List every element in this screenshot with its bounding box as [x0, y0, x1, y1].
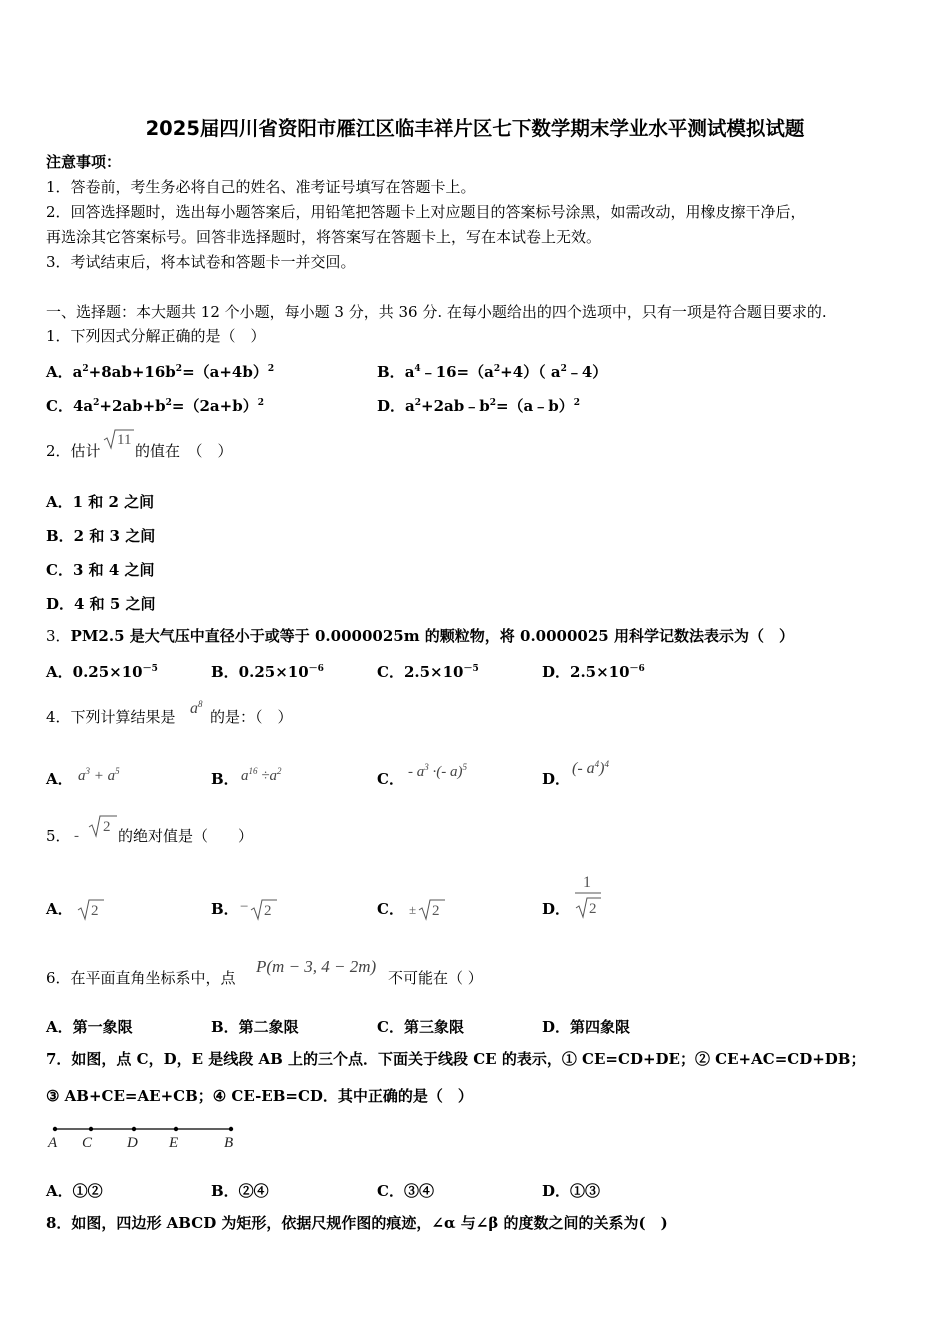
svg-text:2: 2	[432, 903, 440, 919]
q4-option-a-expr: $a^3 + a^5$	[78, 766, 120, 784]
svg-text:2: 2	[103, 819, 111, 835]
q4-option-b-label: B．	[211, 770, 239, 788]
notice-heading: 注意事项：	[46, 153, 122, 171]
q1-option-c	[46, 395, 264, 416]
segment-point-a	[53, 1127, 57, 1131]
q5-sqrt-2	[88, 814, 118, 838]
q4-option-c-expr: - $a^3$ ·(- a)$^5$	[408, 762, 467, 780]
q6-option-d: D．第四象限	[542, 1018, 631, 1036]
q4-option-d-label: D．	[542, 770, 571, 788]
q3-option-c-exp: －5	[463, 664, 479, 674]
q7-option-b: B．②④	[211, 1182, 269, 1200]
question-3-stem: PM2.5 是大气压中直径小于或等于 0.0000025m 的颗粒物，将 0.0000025 用科学记数法表示为（ ）	[70, 627, 794, 645]
question-6-stem-b: 不可能在（ ）	[388, 969, 483, 987]
q1-option-d	[377, 395, 580, 416]
notice-item: 1．答卷前，考生务必将自己的姓名、准考证号填写在答题卡上。	[46, 178, 476, 196]
q5-option-b-minus: −	[240, 899, 249, 915]
option-label: A．	[46, 363, 73, 381]
question-7-line-2: ③ AB+CE=AE+CB；④ CE-EB=CD．其中正确的是（ ）	[46, 1087, 473, 1105]
q5-option-a-label: A．	[46, 900, 73, 918]
notice-item: 2．回答选择题时，选出每小题答案后，用铅笔把答题卡上对应题目的答案标号涂黑，如需改动，用橡皮擦干净后，	[46, 203, 806, 221]
q3-option-b-exp: －6	[308, 664, 324, 674]
q3-option-a-text: A．0.25×10	[46, 663, 143, 681]
question-5-tail: 的绝对值是（ ）	[118, 827, 254, 845]
q5-option-c-plusminus: ±	[409, 902, 417, 917]
option-label: B．	[377, 363, 405, 381]
q4-target-expr: $a^8$	[190, 699, 203, 717]
q7-option-c: C．③④	[377, 1182, 434, 1200]
section-heading: 一、选择题：本大题共 12 个小题，每小题 3 分，共 36 分. 在每小题给出的四个选项中，只有一项是符合题目要求的.	[46, 303, 827, 321]
q2-option-c: C．3 和 4 之间	[46, 561, 155, 579]
notice-item: 再选涂其它答案标号。回答非选择题时，将答案写在答题卡上，写在本试卷上无效。	[46, 228, 602, 246]
q3-option-d-text: D．2.5×10	[542, 663, 630, 681]
question-6-stem-a: 6．在平面直角坐标系中，点	[46, 969, 236, 987]
question-1-stem: 1．下列因式分解正确的是（ ）	[46, 327, 266, 345]
q1-option-b-expr: $a^4﹣16=(a^2+4)$（ $a^2﹣4$）	[404, 363, 608, 381]
q6-option-a: A．第一象限	[46, 1018, 133, 1036]
q5-option-d-numerator: 1	[583, 874, 591, 891]
sqrt-11-radical	[103, 428, 135, 450]
q2-option-b: B．2 和 3 之间	[46, 527, 156, 545]
segment-label-a: A	[48, 1135, 58, 1151]
q6-option-b: B．第二象限	[211, 1018, 299, 1036]
q3-option-b-text: B．0.25×10	[211, 663, 309, 681]
question-5-num: 5．	[46, 827, 71, 845]
page-title: 2025届四川省资阳市雁江区临丰祥片区七下数学期末学业水平测试模拟试题	[145, 117, 805, 140]
segment-label-b: B	[224, 1135, 234, 1151]
q3-option-a	[46, 661, 158, 682]
q3-option-a-exp: －5	[142, 664, 158, 674]
q1-option-c-expr: $4a^2+2ab+b^2=(2a+b)^2$	[72, 397, 264, 415]
question-7-line-1: 7．如图，点 C，D，E 是线段 AB 上的三个点．下面关于线段 CE 的表示，① CE=CD+DE；② CE+AC=CD+DB；	[46, 1050, 866, 1068]
q3-option-d	[542, 661, 645, 682]
q7-option-a: A．①②	[46, 1182, 103, 1200]
segment-label-e: E	[169, 1135, 179, 1151]
q1-option-d-expr: $a^2+2ab﹣b^2=(a﹣b)^2$	[405, 397, 581, 415]
q5-option-a-expr	[77, 897, 105, 921]
question-8-stem: 8．如图，四边形 ABCD 为矩形，依据尺规作图的痕迹，∠α 与∠β 的度数之间的关系为( )	[46, 1214, 668, 1232]
question-4-stem-b: 的是：（ ）	[210, 708, 293, 726]
q6-point-expr: P(m − 3, 4 − 2m)	[256, 957, 377, 976]
q4-option-d-expr: (- $a^4)^4$	[572, 759, 609, 777]
q1-option-a	[46, 361, 274, 382]
segment-point-d	[132, 1127, 136, 1131]
option-label: D．	[377, 397, 406, 415]
q6-option-c: C．第三象限	[377, 1018, 464, 1036]
segment-label-c: C	[82, 1135, 93, 1151]
q5-option-b-label: B．	[211, 900, 239, 918]
q5-minus-sign: -	[74, 828, 79, 844]
segment-diagram	[44, 1120, 244, 1152]
svg-text:2: 2	[264, 903, 272, 919]
q3-option-d-exp: －6	[629, 664, 645, 674]
question-2-num: 2．估计	[46, 442, 101, 460]
svg-text:2: 2	[589, 901, 597, 917]
q4-option-c-label: C．	[377, 770, 404, 788]
segment-point-b	[229, 1127, 233, 1131]
q1-option-a-expr: $a^2+8ab+16b^2=(a+4b)^2$	[72, 363, 275, 381]
q5-option-d-label: D．	[542, 900, 571, 918]
question-4-stem-a: 4．下列计算结果是	[46, 708, 176, 726]
q4-option-a-label: A．	[46, 770, 73, 788]
option-label: C．	[46, 397, 73, 415]
q3-option-b	[211, 661, 324, 682]
q2-option-a: A．1 和 2 之间	[46, 493, 155, 511]
q3-option-c	[377, 661, 479, 682]
notice-item: 3．考试结束后，将本试卷和答题卡一并交回。	[46, 253, 356, 271]
svg-text:2: 2	[91, 903, 99, 919]
q2-radicand: 11	[117, 432, 132, 448]
segment-label-d: D	[127, 1135, 138, 1151]
question-3-num: 3．	[46, 627, 71, 645]
q5-option-c-label: C．	[377, 900, 404, 918]
segment-point-e	[174, 1127, 178, 1131]
q3-option-c-text: C．2.5×10	[377, 663, 464, 681]
question-2-tail: 的值在 （ ）	[135, 442, 233, 460]
q5-option-d-expr	[573, 871, 603, 923]
segment-point-c	[89, 1127, 93, 1131]
q7-option-d: D．①③	[542, 1182, 601, 1200]
q1-option-b	[377, 361, 607, 382]
q5-option-b-expr	[250, 897, 278, 921]
q2-option-d: D．4 和 5 之间	[46, 595, 156, 613]
q4-option-b-expr: $a^{16} \div a^2$	[241, 766, 282, 784]
q5-option-c-expr	[418, 897, 446, 921]
